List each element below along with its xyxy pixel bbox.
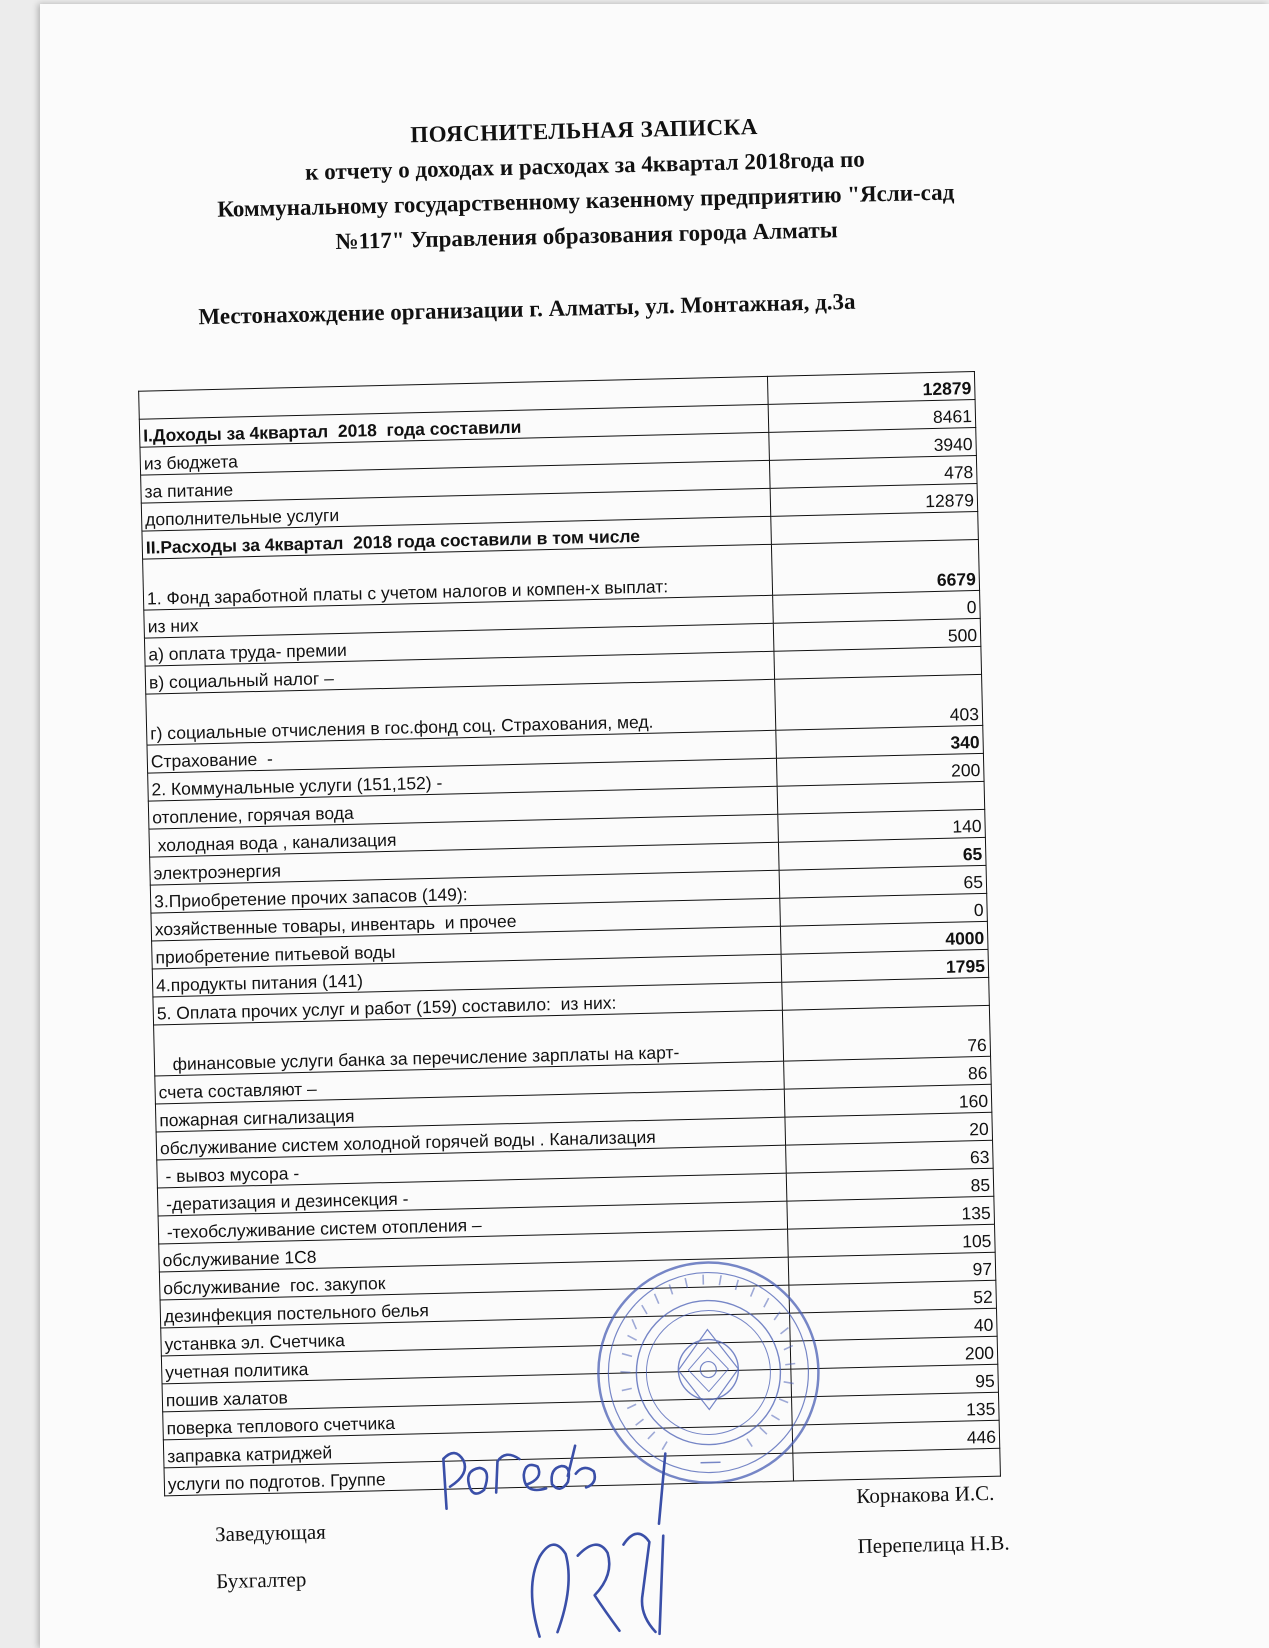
row-label: а) оплата труда- премии	[144, 623, 773, 666]
row-label: приобретение питьевой воды	[152, 926, 781, 969]
row-label: 1. Фонд заработной платы с учетом налогов и компен-х выплат:	[143, 544, 773, 610]
row-label: дополнительные услуги	[141, 488, 770, 531]
accountant-role: Бухгалтер	[215, 1567, 307, 1594]
row-label: Страхование -	[147, 730, 776, 773]
row-label: II.Расходы за 4квартал 2018 года составили в том числе	[142, 516, 771, 559]
row-value: 135	[787, 1196, 995, 1229]
row-value: 105	[788, 1224, 996, 1257]
row-value: 135	[792, 1392, 1000, 1425]
document-header	[84, 101, 1087, 265]
header-line-2: к отчету о доходах и расходах за 4квартал 2018года по	[304, 146, 865, 185]
row-value: 1795	[781, 949, 989, 982]
row-value: 8461	[768, 399, 976, 432]
row-label: обслуживание гос. закупок	[159, 1257, 788, 1300]
header-line-4: №117" Управления образования города Алматы	[335, 217, 838, 255]
head-name: Корнакова И.С.	[856, 1480, 995, 1509]
row-value: 200	[776, 753, 984, 786]
row-label: -дератизация и дезинсекция -	[157, 1173, 786, 1216]
row-value: 0	[773, 590, 981, 623]
row-value: 86	[784, 1056, 992, 1089]
row-label: 4.продукты питания (141)	[152, 954, 781, 997]
row-label: обслуживание 1С8	[159, 1229, 788, 1272]
row-value: 446	[792, 1420, 1000, 1453]
row-label: холодная вода , канализация	[149, 814, 778, 857]
row-value: 500	[773, 618, 981, 651]
row-value: 63	[786, 1140, 994, 1173]
row-value: 20	[785, 1112, 993, 1145]
table-body	[139, 372, 1001, 1496]
row-label: пожарная сигнализация	[155, 1089, 784, 1132]
row-label: поверка теплового счетчика	[163, 1397, 792, 1440]
organization-location: Местонахождение организации г. Алматы, ул. Монтажная, д.3а	[198, 288, 856, 330]
document-title: ПОЯСНИТЕЛЬНАЯ ЗАПИСКА	[410, 114, 759, 148]
row-label: - вывоз мусора -	[157, 1145, 786, 1188]
page-content	[40, 4, 1269, 1648]
row-label: 3.Приобретение прочих запасов (149):	[150, 870, 779, 913]
row-label: из них	[144, 595, 773, 638]
row-label: 5. Оплата прочих услуг и работ (159) составило: из них:	[153, 982, 782, 1025]
head-role: Заведующая	[214, 1519, 327, 1547]
row-value: 403	[775, 674, 983, 730]
row-label: устанвка эл. Счетчика	[161, 1313, 790, 1356]
row-value: 97	[788, 1252, 996, 1285]
row-label: услуги по подготов. Группе	[164, 1453, 793, 1496]
row-value: 0	[780, 893, 988, 926]
accountant-name: Перепелица Н.В.	[857, 1530, 1010, 1559]
row-value: 3940	[769, 427, 977, 460]
row-value: 6679	[771, 539, 979, 595]
row-label: учетная политика	[161, 1341, 790, 1384]
row-label: хозяйственные товары, инвентарь и прочее	[151, 898, 780, 941]
handwritten-signature	[425, 1432, 750, 1648]
row-value: 65	[779, 865, 987, 898]
row-label: -техобслуживание систем отопления –	[158, 1201, 787, 1244]
row-value: 85	[786, 1168, 994, 1201]
row-label: г) социальные отчисления в гос.фонд соц. Страхования, мед.	[146, 679, 776, 745]
row-value: 140	[778, 809, 986, 842]
row-label: счета составляют –	[155, 1061, 784, 1104]
header-line-3: Коммунальному государственному казенному предприятию "Ясли-сад	[217, 179, 955, 222]
row-label: обслуживание систем холодной горячей воды . Канализация	[156, 1117, 785, 1160]
row-value: 12879	[767, 372, 975, 405]
row-value: 200	[790, 1336, 998, 1369]
income-expense-table	[138, 371, 1001, 1496]
row-label: заправка катриджей	[163, 1425, 792, 1468]
row-label: в) социальный налог –	[145, 651, 774, 694]
row-value: 65	[778, 837, 986, 870]
row-label: отопление, горячая вода	[148, 786, 777, 829]
row-value: 160	[784, 1084, 992, 1117]
row-value: 76	[782, 1005, 990, 1061]
row-value: 40	[790, 1308, 998, 1341]
row-value: 4000	[780, 921, 988, 954]
row-value: 340	[776, 725, 984, 758]
row-label: электроэнергия	[150, 842, 779, 885]
row-label: из бюджета	[140, 432, 769, 475]
row-label: 2. Коммунальные услуги (151,152) -	[148, 758, 777, 801]
row-label: за питание	[141, 460, 770, 503]
row-label: пошив халатов	[162, 1369, 791, 1412]
document-page	[40, 4, 1269, 1648]
row-value: 12879	[770, 483, 978, 516]
row-label: дезинфекция постельного белья	[160, 1285, 789, 1328]
row-label: I.Доходы за 4квартал 2018 года составили	[139, 404, 768, 447]
row-value: 95	[791, 1364, 999, 1397]
row-value: 52	[789, 1280, 997, 1313]
row-label: финансовые услуги банка за перечисление зарплаты на карт-	[154, 1010, 784, 1076]
row-value: 478	[769, 455, 977, 488]
